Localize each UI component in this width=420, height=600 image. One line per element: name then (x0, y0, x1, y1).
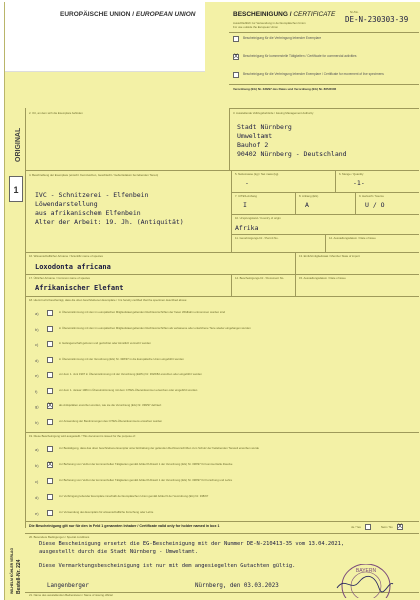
f18-label: 18. Hiermit wird bescheinigt, dass die oben beschriebenen Exemplare / It is hereby certified that the specimen described above: (29, 298, 188, 302)
source-code: U / O (365, 201, 385, 209)
f10-label: 10. Ursprungsland / Country of origin (235, 216, 281, 220)
row-marker: a) (35, 311, 39, 316)
regulation-note: Verordnung (EG) Nr. 338/97 des Rates und Verordnung (EG) Nr. 865/2006 (233, 87, 337, 91)
validity-yes-checkbox[interactable] (365, 524, 371, 530)
net-mass: - (245, 179, 249, 187)
form-number: Bestell-Nr. 224 (16, 559, 22, 594)
option-label-3: Bescheinigung für die Verbringung lebender Exemplare / Certificate for movement of live specimens (243, 72, 384, 76)
cites-annex: I (243, 201, 247, 209)
row-checkbox[interactable] (47, 388, 53, 394)
row-marker: g) (35, 404, 39, 409)
quantity: -1- (353, 179, 365, 187)
option-label-1: Bescheinigung für die Verbringung lebender Exemplare (243, 36, 322, 40)
row-checkbox[interactable] (47, 446, 53, 452)
f19-label: 19. Diese Bescheinigung wird ausgestellt / This document is issued for the purpose of: (29, 434, 136, 438)
f8-label: 8. Anhang (EG) (299, 194, 319, 198)
description-line-1: IVC - Schnitzerei - Elfenbein (35, 191, 149, 199)
row-marker: e) (35, 373, 39, 378)
seal-text: BAYERN (355, 568, 377, 574)
row-text: vor dem 1. Januar 1984 in Übereinstimmung mit dem CITES-Übereinkommen erworben oder eingeführt wurden (59, 387, 198, 392)
row-checkbox[interactable] (47, 326, 53, 332)
f9-label: 9. Herkunft / Source (359, 194, 384, 198)
validity-no-checkbox[interactable]: X (398, 524, 403, 530)
authority-line-3: Bauhof 2 (237, 141, 269, 149)
f16-label: 16. Wissenschaftlicher Artname / Scientific name of species (29, 254, 103, 258)
row-marker: d) (35, 495, 39, 500)
row-checkbox[interactable] (47, 494, 53, 500)
row-marker: e) (35, 511, 39, 516)
f5-label: 5. Nettomasse (kg) / Net mass (kg) (235, 172, 279, 176)
option-checkbox-3[interactable] (233, 72, 239, 78)
f7-label: 7. CITES-Anhang (235, 194, 257, 198)
row-marker: c) (35, 342, 39, 347)
country-of-origin: Afrika (235, 224, 259, 232)
eu-only-note-en: For use outside the European Union (233, 25, 278, 29)
f11-label: 11. Genehmigungs-Nr. / Permit No. (235, 236, 279, 240)
copy-number-box: 1 (9, 176, 23, 202)
description-line-2: Löwendarstellung (35, 200, 98, 208)
special-condition-4: Diese Vermarktungsbescheinigung ist nur mit dem angesiegelten Gutachten gültig. (39, 563, 296, 569)
row-checkbox[interactable]: X (48, 403, 53, 409)
scientific-name: Loxodonta africana (35, 263, 111, 271)
row-checkbox[interactable] (47, 372, 53, 378)
authority-line-1: Stadt Nürnberg (237, 123, 292, 131)
row-text: zur Verbringung lebender Exemplare innerhalb der Europäischen Union gemäß Artikel 9 der Verordnung (EG) Nr. 338/97 (59, 494, 209, 498)
row-marker: c) (35, 479, 39, 484)
row-checkbox[interactable] (47, 419, 53, 425)
f17-label: 17. Üblicher Artname / Common name of species (29, 276, 90, 280)
row-text: zur Bestätigung, dass das oben beschriebene Exemplar unter Einhaltung der geltenden Rechtsvorschriften zum Schutz der freilebenden Tierwelt erworben wurde (59, 446, 259, 450)
place-and-date: Nürnberg, den 03.03.2023 (195, 583, 279, 589)
row-marker: d) (35, 357, 39, 363)
row-text: in Übereinstimmung mit den im europäischen Mitgliedstaat geltenden Rechtsvorschriften der freien Wildbahn entnommen worden sind (59, 310, 226, 314)
row-text: vor Anwendung der Bestimmungen des CITES-Übereinkommens erworben wurden (59, 418, 163, 423)
publisher: WILHELM KÖHLER VERLAG (10, 547, 14, 594)
row-marker: b) (35, 463, 39, 468)
header-union: EUROPÄISCHE UNION / EUROPEAN UNION (60, 11, 196, 18)
special-condition-1: Diese Bescheinigung ersetzt die EG-Bescheinigung mit der Nummer DE-N-210413-35 vom 13.04.2021, (39, 541, 345, 547)
option-checkbox-2[interactable]: X (234, 54, 239, 60)
f20-label: 20. Besondere Bedingungen / Special conditions (29, 535, 90, 539)
signature-scribble (335, 574, 395, 594)
row-checkbox[interactable] (47, 310, 53, 316)
row-text: zur Befreiung vom Verbot der kommerziellen Tätigkeiten gemäß Artikel 8 Absatz 1 der Verordnung (EG) Nr. 338/97 für Forschung und Lehre (59, 478, 233, 482)
authority-line-4: 90402 Nürnberg - Deutschland (237, 150, 347, 158)
description-line-3: aus afrikanischem Elfenbein (35, 209, 141, 217)
row-checkbox[interactable] (47, 357, 53, 363)
f2-label: 2. Ort, an dem sich die Exemplare befinden (29, 111, 83, 115)
option-label-2: Bescheinigung für kommerzielle Tätigkeiten / Certificate for commercial activities (243, 54, 357, 58)
row-marker: f) (35, 388, 38, 394)
option-checkbox-1[interactable] (233, 36, 239, 42)
row-checkbox[interactable]: X (48, 462, 53, 468)
validity-statement: Die Bescheinigung gilt nur für den in Feld 1 genannten Inhaber / Certificate valid only for holder named in box 1 (29, 524, 220, 528)
f4-label: 4. Beschreibung der Exemplare (einschl. Kennzeichen, Geschlecht / Geburtsdatum bei lebenden Tieren) (29, 173, 159, 177)
description-line-4: Alter der Arbeit: 19. Jh. (Antiquität) (35, 218, 184, 226)
row-text: vor dem 1. Juni 1997 in Übereinstimmung mit der Verordnung (EWG) Nr. 3626/82 erworben oder eingeführt wurden (59, 372, 202, 376)
f3-label: 3. Ausstellende Vollzugsbehörde / Issuing Management Authority (233, 111, 314, 115)
eu-annex: A (305, 201, 309, 209)
original-label: ORIGINAL (15, 127, 22, 162)
row-checkbox[interactable] (47, 478, 53, 484)
row-text: in Übereinstimmung mit den im europäischen Mitgliedstaat geltenden Rechtsvorschriften als verlassene oder entwichene Tiere wieder eingefangen wurden (59, 325, 251, 330)
issuing-official: Langenberger (47, 583, 89, 589)
certificate-paper (4, 2, 420, 600)
common-name: Afrikanischer Elefant (35, 284, 124, 292)
row-checkbox[interactable] (47, 341, 53, 347)
row-marker: a) (35, 447, 39, 452)
row-text: als Antiquitäten erworben wurden, wie sie die Verordnung (EG) Nr. 338/97 definiert (59, 403, 162, 407)
f12-label: 12. Ausstellungsdatum / Date of issue (329, 236, 376, 240)
authority-line-2: Umweltamt (237, 132, 273, 140)
row-text: in Übereinstimmung mit der Verordnung (EG) Nr. 338/97 in die Europäische Union eingeführt wurden (59, 356, 184, 361)
number-label: Nr./No. (350, 10, 359, 14)
row-marker: b) (35, 326, 39, 332)
f13-label: 13. Einfuhrmitgliedstaat / Member State of import (299, 254, 360, 258)
no-label: Nein / No (381, 525, 393, 529)
row-checkbox[interactable] (47, 510, 53, 516)
row-text: zur Verwendung des Exemplars für wissenschaftliche Forschung oder Lehre (59, 510, 154, 514)
yes-label: Ja / Yes (351, 525, 361, 529)
special-condition-2: ausgestellt durch die Stadt Nürnberg - Umweltamt. (39, 549, 199, 555)
f6-label: 6. Menge / Quantity (339, 172, 364, 176)
f21-label: 21. Name des ausstellenden Bediensteten / Name of issuing official (29, 593, 113, 597)
eu-only-note: Ausschließlich zur Verwendung in der Europäischen Union (233, 21, 306, 25)
f14-label: 14. Bescheinigungs-Nr. / Document No. (235, 276, 285, 280)
certificate-number: DE-N-230303-39 (345, 15, 409, 24)
f15-label: 15. Ausstellungsdatum / Date of issue (299, 276, 346, 280)
row-marker: h) (35, 419, 39, 425)
row-text: in Gefangenschaft geboren und gezüchtet oder künstlich vermehrt wurden (59, 341, 151, 345)
row-text: zur Befreiung vom Verbot der kommerziellen Tätigkeiten gemäß Artikel 8 Absatz 1 der Verordnung (EG) Nr. 338/97 für kommerzielle Zwecke (59, 462, 233, 466)
cert-title: BESCHEINIGUNG / CERTIFICATE (233, 11, 336, 18)
